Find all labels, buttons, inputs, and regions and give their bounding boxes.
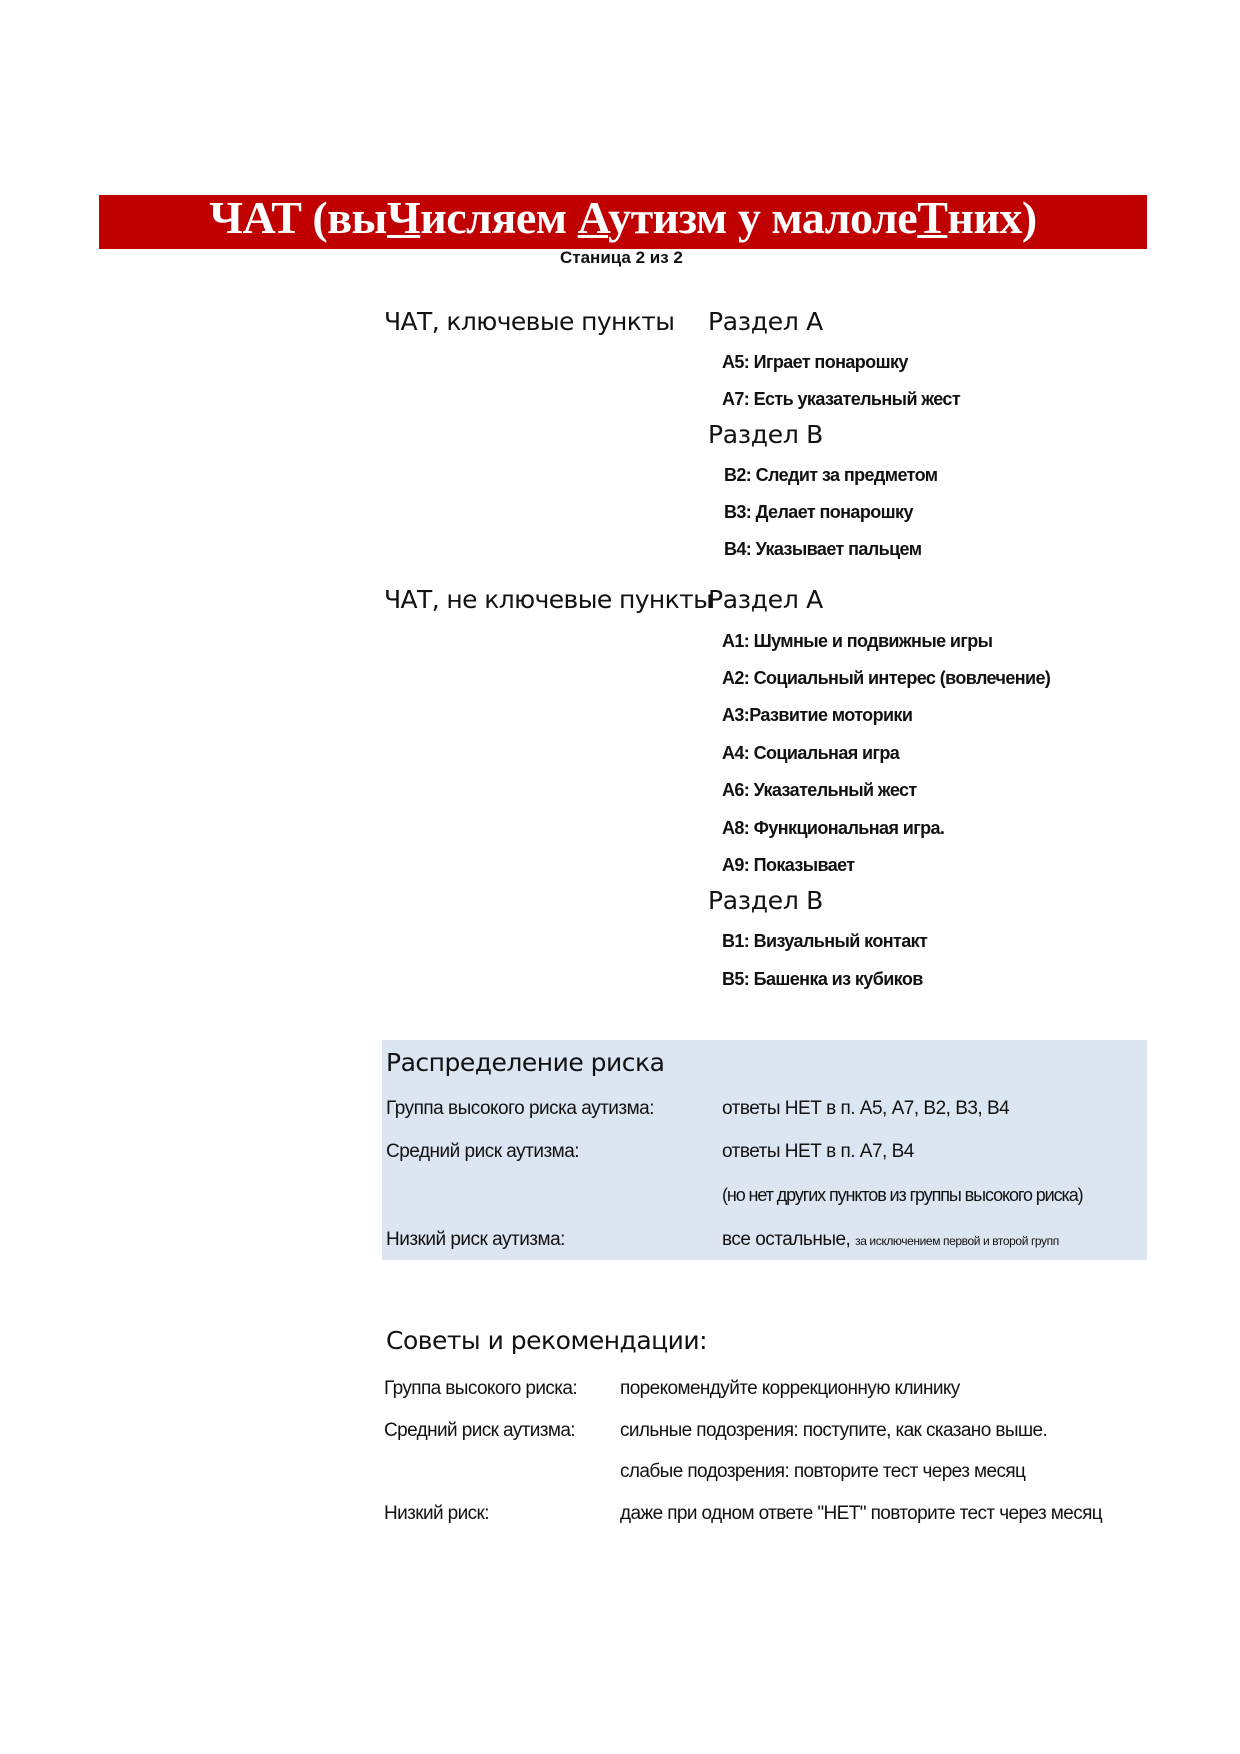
advice-low-value: даже при одном ответе "НЕТ" повторите тест через месяц <box>620 1503 1103 1524</box>
nonkey-items-label: ЧАТ, не ключевые пункты <box>384 585 713 614</box>
advice-medium-value: сильные подозрения: поступите, как сказано выше. <box>620 1420 1048 1441</box>
advice-medium-label: Средний риск аутизма: <box>384 1420 575 1441</box>
risk-low-note: за исключением первой и второй групп <box>855 1234 1059 1248</box>
risk-medium-value: ответы НЕТ в п. А7, В4 <box>722 1141 914 1162</box>
key-section-a-title: Раздел А <box>708 307 823 336</box>
list-item: В3: Делает понарошку <box>724 502 913 522</box>
nonkey-section-a-title: Раздел А <box>708 585 823 614</box>
list-item: А7: Есть указательный жест <box>722 389 961 409</box>
list-item: А3:Развитие моторики <box>722 705 913 725</box>
list-item: В1: Визуальный контакт <box>722 931 928 951</box>
list-item: В4: Указывает пальцем <box>724 539 922 559</box>
page-title: ЧАТ (выЧисляем Аутизм у малолеТних) <box>209 192 1037 243</box>
list-item: А2: Социальный интерес (вовлечение) <box>722 668 1051 688</box>
risk-high-label: Группа высокого риска аутизма: <box>386 1098 655 1119</box>
list-item: А6: Указательный жест <box>722 780 917 800</box>
advice-low-label: Низкий риск: <box>384 1503 489 1524</box>
advice-title: Советы и рекомендации: <box>386 1326 708 1355</box>
list-item: А8: Функциональная игра. <box>722 818 945 838</box>
key-items-label: ЧАТ, ключевые пункты <box>384 307 675 336</box>
list-item: А9: Показывает <box>722 855 855 875</box>
risk-high-value: ответы НЕТ в п. А5, А7, В2, В3, В4 <box>722 1098 1010 1119</box>
risk-medium-note: (но нет других пунктов из группы высокого риска) <box>722 1185 1083 1205</box>
advice-high-value: порекомендуйте коррекционную клинику <box>620 1378 960 1399</box>
risk-medium-label: Средний риск аутизма: <box>386 1141 580 1162</box>
advice-high-label: Группа высокого риска: <box>384 1378 578 1399</box>
nonkey-section-b-title: Раздел В <box>708 886 824 915</box>
list-item: А5: Играет понарошку <box>722 352 908 372</box>
list-item: А4: Социальная игра <box>722 743 900 763</box>
risk-low-label: Низкий риск аутизма: <box>386 1229 565 1250</box>
key-section-b-title: Раздел В <box>708 420 824 449</box>
risk-low-main: все остальные, <box>722 1229 851 1250</box>
list-item: В5: Башенка из кубиков <box>722 969 923 989</box>
risk-title: Распределение риска <box>386 1048 665 1077</box>
advice-medium-value-2: слабые подозрения: повторите тест через месяц <box>620 1461 1026 1482</box>
page-indicator: Станица 2 из 2 <box>560 248 683 267</box>
list-item: А1: Шумные и подвижные игры <box>722 631 993 651</box>
list-item: В2: Следит за предметом <box>724 465 938 485</box>
risk-low-value <box>722 1229 1059 1251</box>
